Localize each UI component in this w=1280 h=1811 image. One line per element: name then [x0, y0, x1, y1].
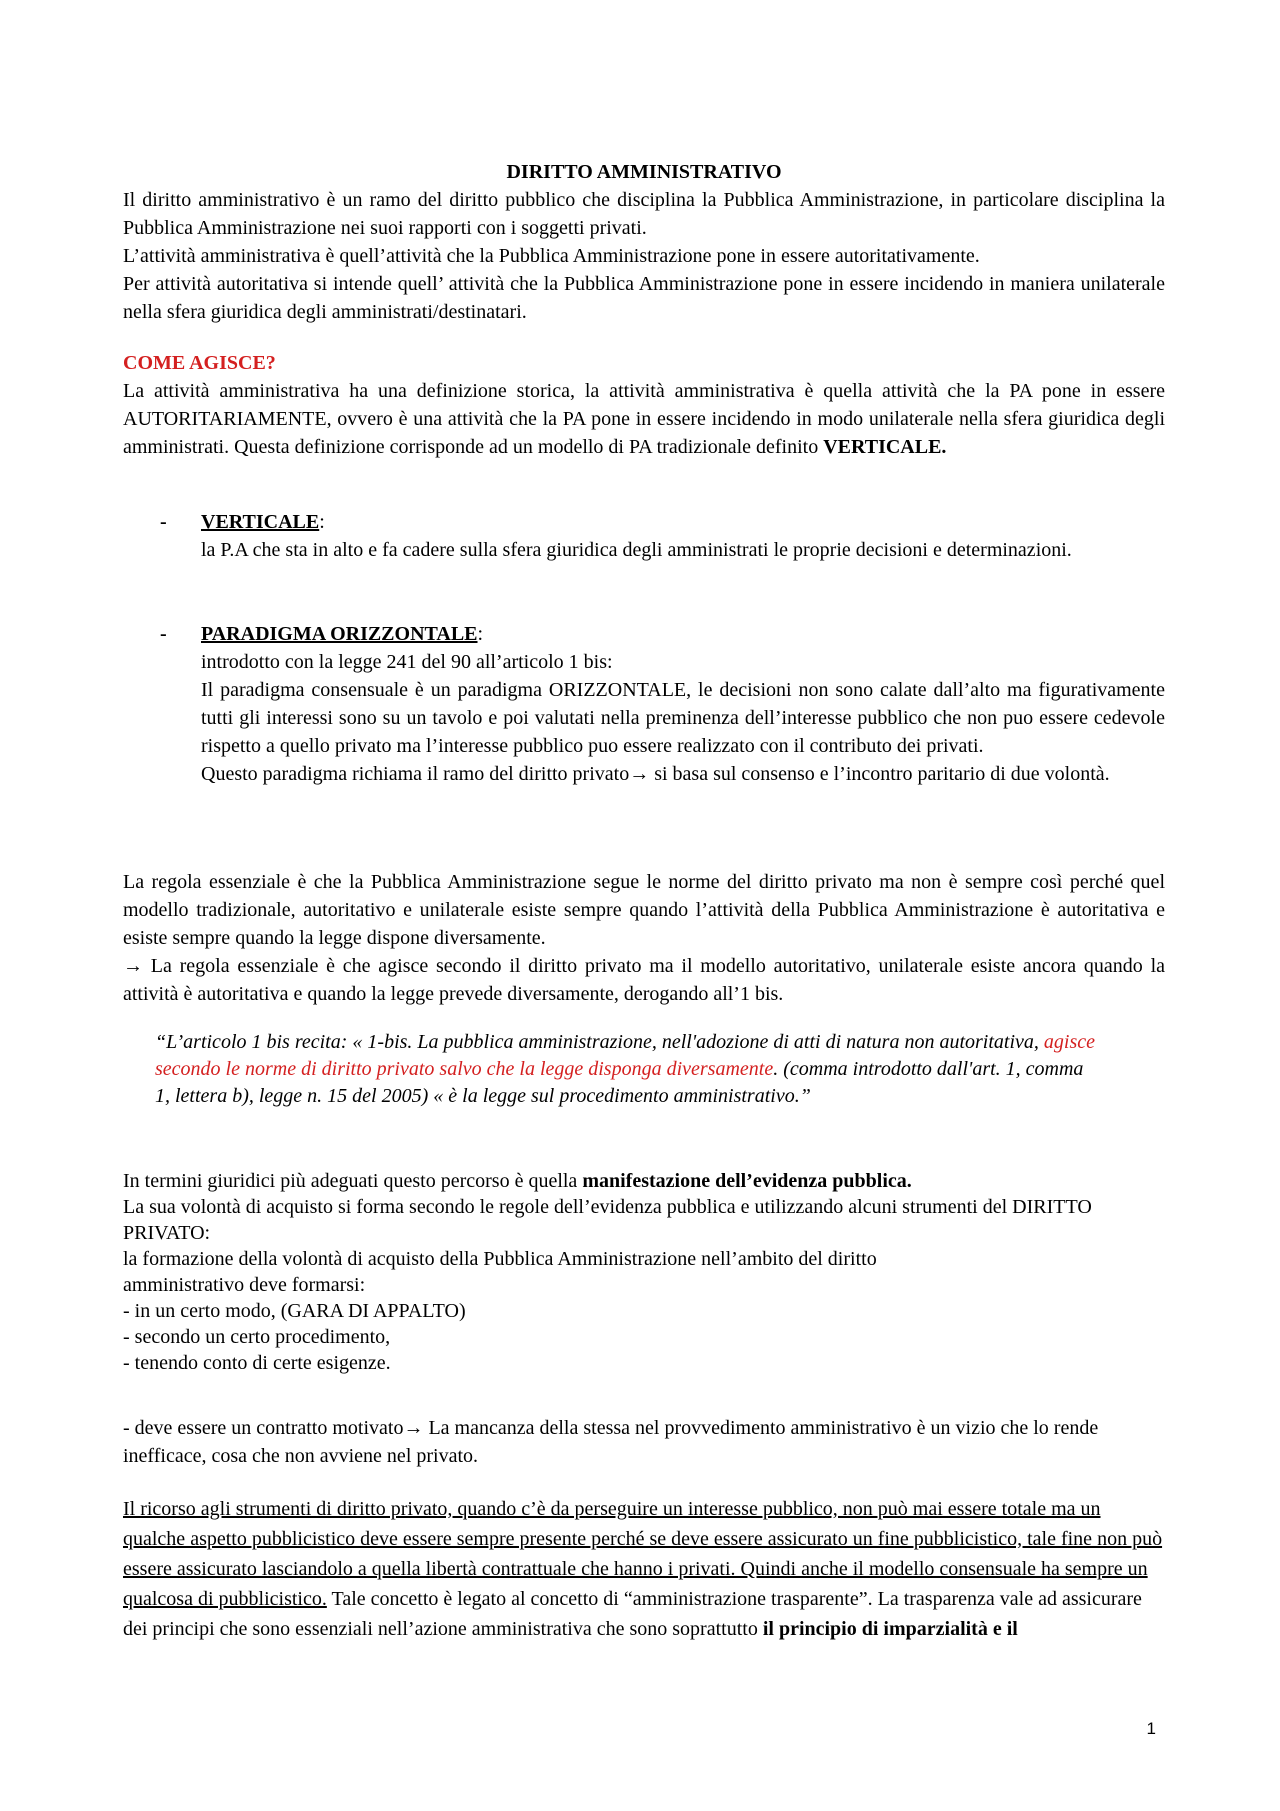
list-line: Questo paradigma richiama il ramo del diritto privato→ si basa sul consenso e l’incontro paritario di due volontà. — [201, 763, 1110, 785]
section-heading: COME AGISCE? — [123, 352, 276, 374]
list-colon: : — [319, 511, 325, 533]
final-bold: il principio di imparzialità e il — [762, 1618, 1018, 1640]
evidence-line: la formazione della volontà di acquisto della Pubblica Amministrazione nell’ambito del diritto amministrativo deve formarsi: — [123, 1248, 877, 1296]
evidence-line: La sua volontà di acquisto si forma secondo le regole dell’evidenza pubblica e utilizzando alcuni strumenti del DIRITTO PRIVATO: — [123, 1196, 1092, 1244]
quote-text: “L’articolo 1 bis recita: « 1-bis. La pubblica amministrazione, nell'adozione di atti di natura non autoritativa, — [155, 1031, 1039, 1053]
final-text: Tale concetto è legato al concetto di “amministrazione trasparente”. La trasparenza vale ad assicurare dei principi che sono essenziali nell’azione amministrativa che sono soprattutto — [123, 1588, 1142, 1640]
intro-paragraph: Per attività autoritativa si intende quell’ attività che la Pubblica Amministrazione pone in essere incidendo in maniera unilaterale nella sfera giuridica degli amministrati/destinatari. — [123, 273, 1165, 323]
list-line: la P.A che sta in alto e fa cadere sulla sfera giuridica degli amministrati le proprie decisioni e determinazioni. — [201, 539, 1072, 561]
rule-section — [123, 868, 1165, 1008]
section-come-agisce — [123, 349, 1165, 461]
section-body — [123, 377, 1165, 461]
list-line: introdotto con la legge 241 del 90 all’articolo 1 bis: — [201, 651, 613, 673]
intro-paragraph: Il diritto amministrativo è un ramo del diritto pubblico che disciplina la Pubblica Amministrazione, in particolare disciplina la Pubblica Amministrazione nei suoi rapporti con i soggetti privati. — [123, 189, 1165, 239]
quote-highlight: agisce secondo le norme di diritto privato salvo che la legge disponga diversamente — [155, 1031, 1095, 1080]
document-title: DIRITTO AMMINISTRATIVO — [506, 161, 782, 183]
evidence-bold: manifestazione dell’evidenza pubblica. — [582, 1170, 912, 1192]
rule-paragraph: → La regola essenziale è che agisce secondo il diritto privato ma il modello autoritativo, unilaterale esiste ancora quando la attività è autoritativa e quando la legge prevede diversamente, derogando all’1 bis. — [123, 955, 1165, 1005]
law-quote — [155, 1029, 1095, 1110]
motivation-section — [123, 1414, 1165, 1470]
list-term: PARADIGMA ORIZZONTALE — [201, 623, 478, 645]
motivation-paragraph: - deve essere un contratto motivato→ La mancanza della stessa nel provvedimento amministrativo è un vizio che lo rende inefficace, cosa che non avviene nel privato. — [123, 1417, 1099, 1467]
final-underlined: Il ricorso agli strumenti di diritto privato, quando c’è da perseguire un interesse pubblico, non può mai essere totale ma un qualche aspetto pubblicistico deve essere sempre presente perché se deve essere assicurato un fine pubblicistico, tale fine non può essere assicurato lasciandolo a quella libertà contrattuale che hanno i privati. Quindi anche il modello consensuale ha sempre un qualcosa di pubblicistico. — [123, 1498, 1163, 1610]
evidence-section — [123, 1168, 1165, 1376]
intro-paragraph: L’attività amministrativa è quell’attività che la Pubblica Amministrazione pone in essere autoritativamente. — [123, 245, 980, 267]
list-item — [160, 620, 1165, 788]
evidence-line: - secondo un certo procedimento, — [123, 1326, 391, 1348]
list-dash: - — [160, 511, 167, 533]
quote-text: . (comma introdotto dall'art. 1, comma 1, lettera b), legge n. 15 del 2005) « è la legge sul procedimento amministrativo.” — [155, 1058, 1084, 1107]
list-dash: - — [160, 623, 167, 645]
evidence-line: - in un certo modo, (GARA DI APPALTO) — [123, 1300, 466, 1322]
list-item — [160, 508, 1165, 564]
page-number: 1 — [1146, 1719, 1156, 1738]
list-line: Il paradigma consensuale è un paradigma ORIZZONTALE, le decisioni non sono calate dall’alto ma figurativamente tutti gli interessi sono su un tavolo e poi valutati nella preminenza dell’interesse pubblico che non puo essere cedevole rispetto a quello privato ma l’interesse pubblico puo essere realizzato con il contributo dei privati. — [201, 679, 1165, 757]
list-term: VERTICALE — [201, 511, 320, 533]
intro-section — [123, 158, 1165, 326]
section-body-text: La attività amministrativa ha una definizione storica, la attività amministrativa è quella attività che la PA pone in essere AUTORITARIAMENTE, ovvero è una attività che la PA pone in essere incidendo in modo unilaterale nella sfera giuridica degli amministrati. Questa definizione corrisponde ad un modello di PA tradizionale definito — [123, 380, 1165, 458]
section-body-bold: VERTICALE. — [823, 436, 947, 458]
evidence-lead: In termini giuridici più adeguati questo percorso è quella — [123, 1170, 578, 1192]
final-section — [123, 1494, 1165, 1644]
evidence-line: - tenendo conto di certe esigenze. — [123, 1352, 391, 1374]
rule-paragraph: La regola essenziale è che la Pubblica Amministrazione segue le norme del diritto privato ma non è sempre così perché quel modello tradizionale, autoritativo e unilaterale esiste sempre quando l’attività della Pubblica Amministrazione è autoritativa e esiste sempre quando la legge dispone diversamente. — [123, 871, 1165, 949]
list-colon: : — [477, 623, 484, 645]
